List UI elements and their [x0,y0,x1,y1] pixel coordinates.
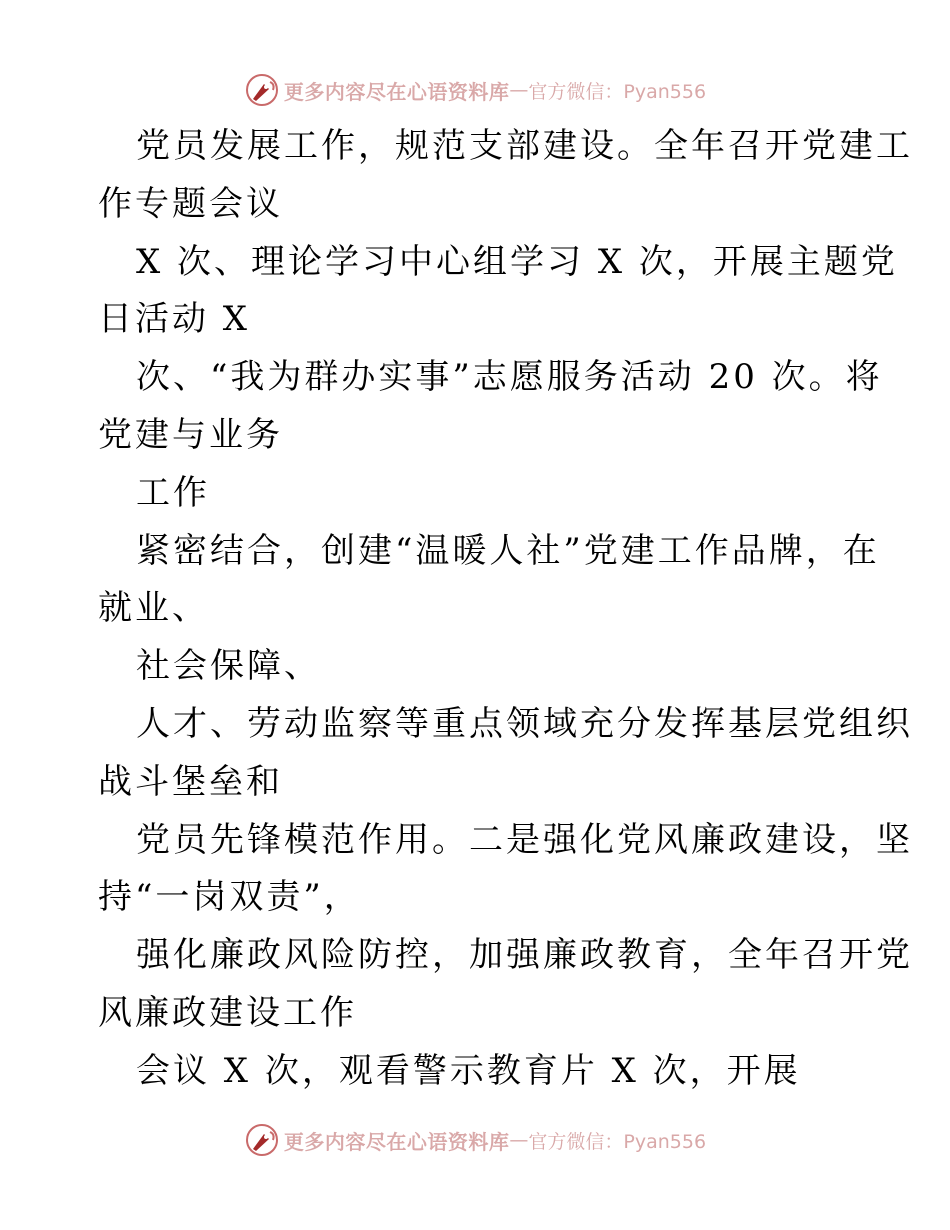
watermark-dash: — [509,79,529,101]
text-line: 工作 [136,472,210,513]
watermark-wechat: 官方微信：Pyan556 [528,1130,707,1153]
text-line: 会议 X 次，观看警示教育片 X 次，开展 [136,1050,801,1091]
text-line: 作专题会议 [98,183,283,224]
pen-nib-logo-icon [244,72,280,108]
text-line: 战斗堡垒和 [98,761,283,802]
text-line: 日活动 X [98,299,251,340]
text-line: 人才、劳动监察等重点领域充分发挥基层党组织 [136,703,913,744]
header-watermark-banner [0,70,950,110]
document-body [98,118,913,1101]
text-line: 次、“我为群办实事”志愿服务活动 20 次。将 [136,357,883,398]
text-line: 紧密结合，创建“温暖人社”党建工作品牌，在 [136,530,880,571]
watermark-wechat: 官方微信：Pyan556 [528,80,707,103]
watermark-title: 更多内容尽在心语资料库 [283,79,510,104]
text-line: 持“一岗双责”， [98,877,361,918]
text-line: 就业、 [98,588,209,629]
text-line: X 次、理论学习中心组学习 X 次，开展主题党 [136,241,898,282]
text-line: 社会保障、 [136,646,321,687]
text-line: 党员发展工作，规范支部建设。全年召开党建工 [136,126,913,166]
footer-watermark-banner [0,1120,950,1160]
text-line: 党员先锋模范作用。二是强化党风廉政建设，坚 [136,819,913,860]
pen-nib-logo-icon [244,1122,280,1158]
text-line: 党建与业务 [98,414,283,455]
watermark-dash: — [509,1129,529,1151]
watermark-title: 更多内容尽在心语资料库 [283,1129,510,1154]
text-line: 强化廉政风险防控，加强廉政教育，全年召开党 [136,935,913,976]
text-line: 风廉政建设工作 [98,992,357,1033]
